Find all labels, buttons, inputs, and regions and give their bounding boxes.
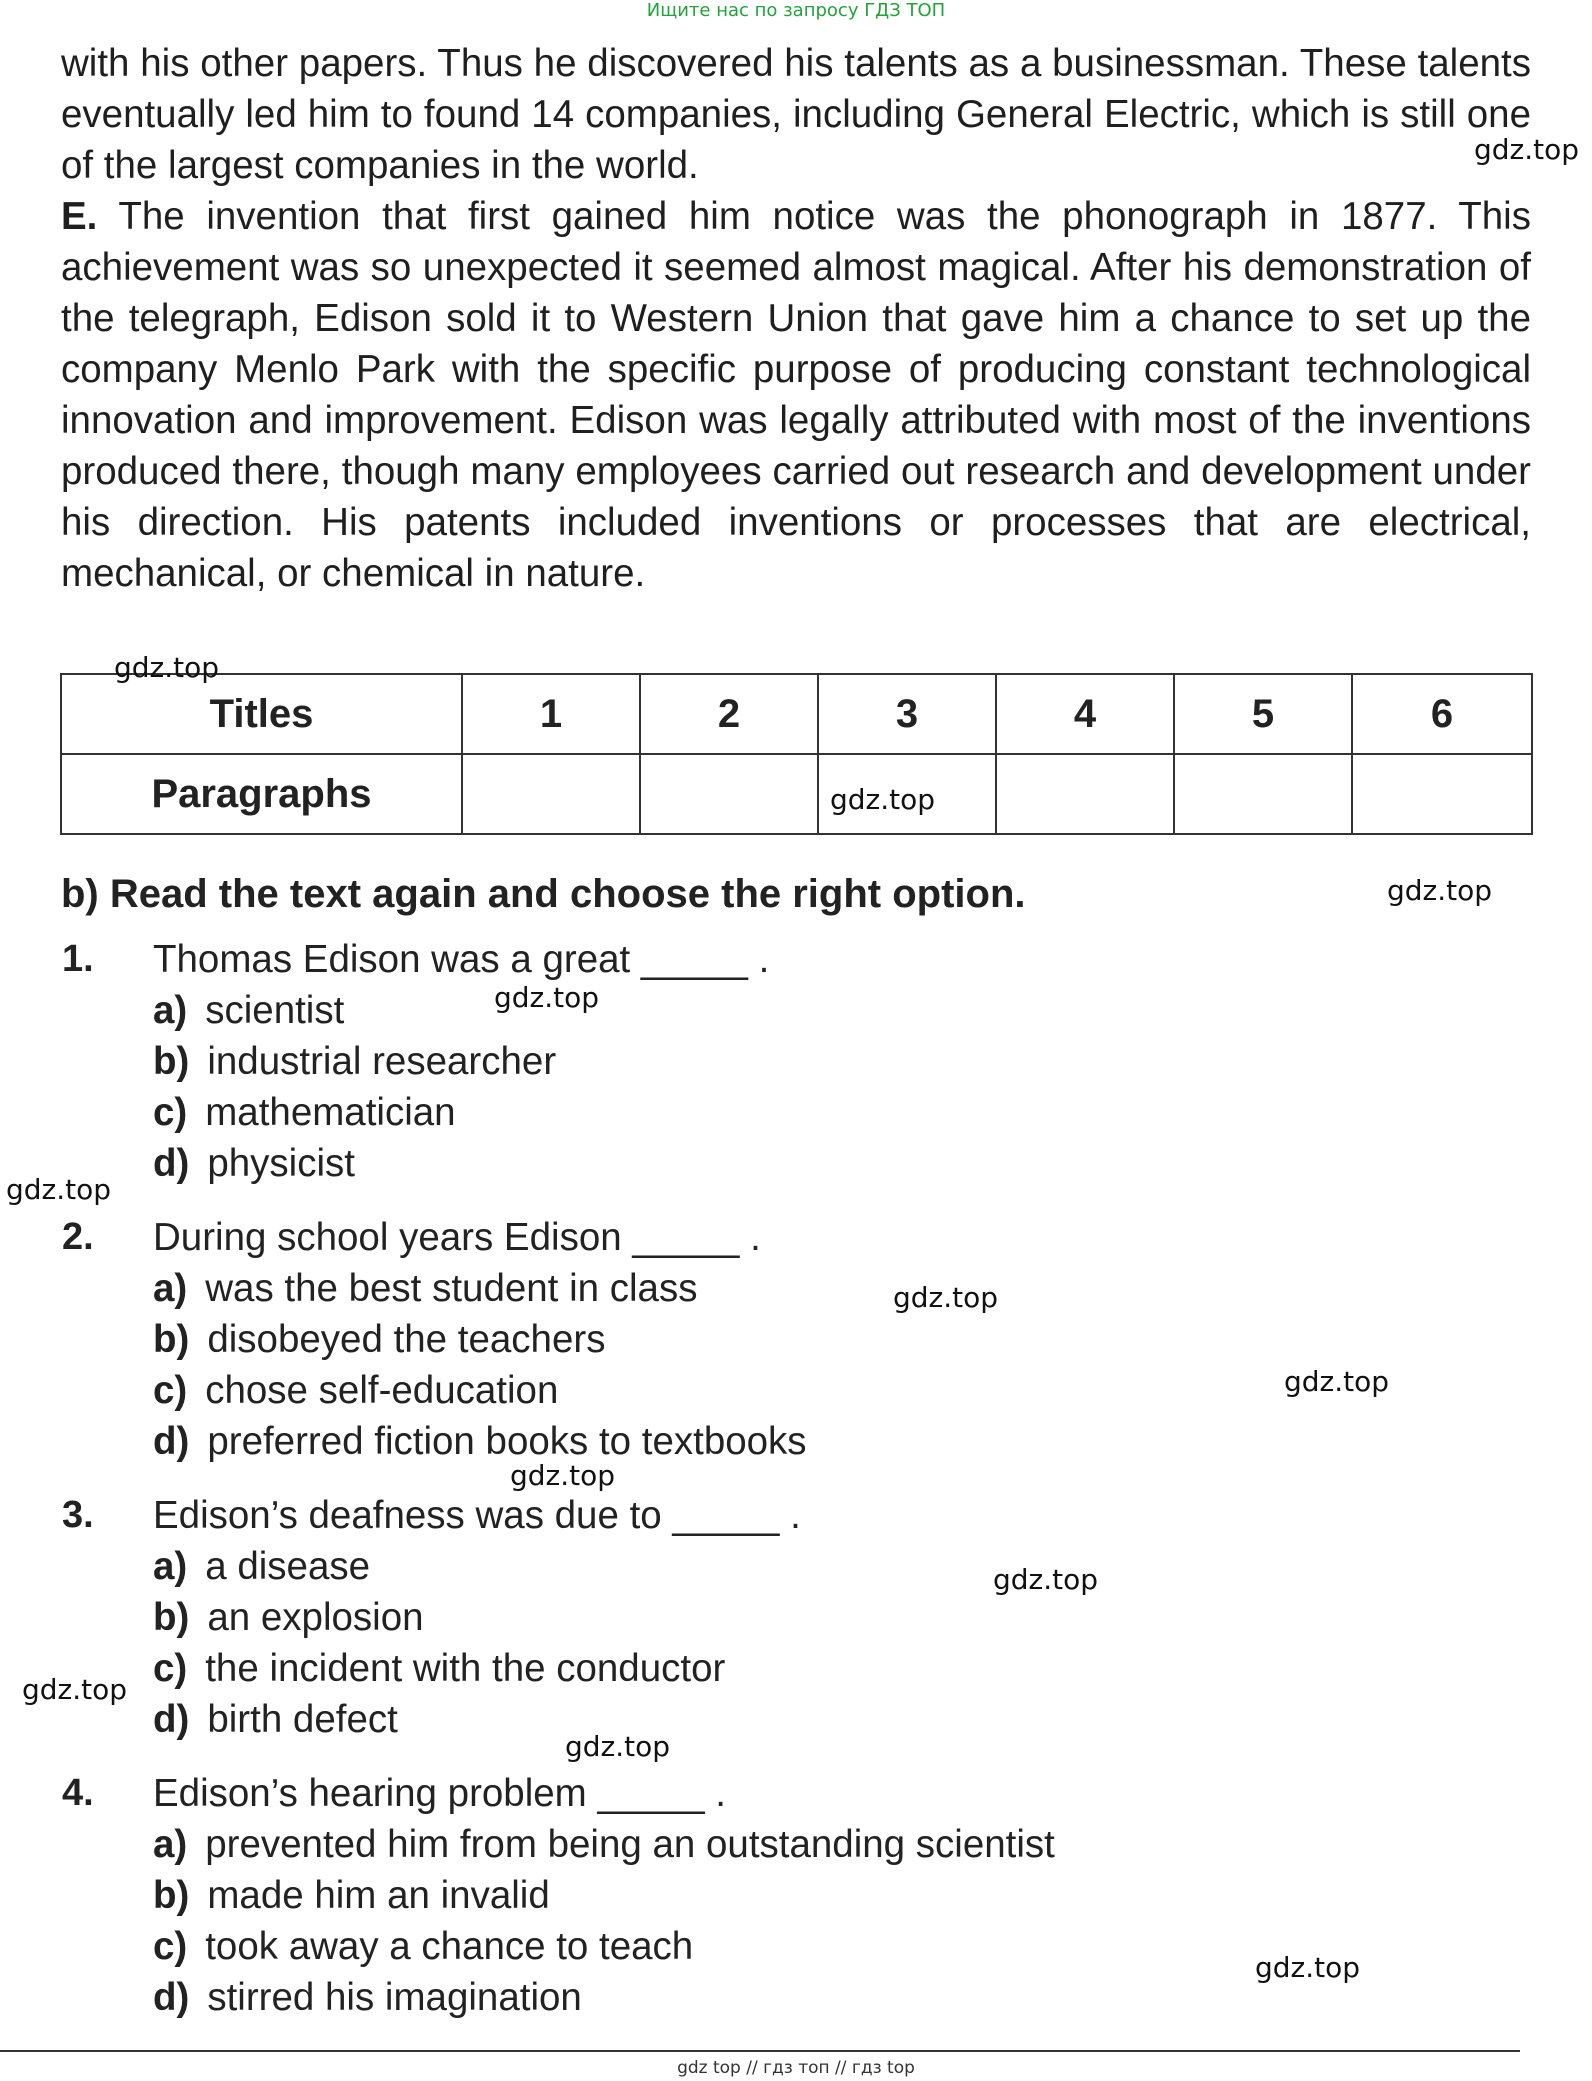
question-3-option-a[interactable]: a) a disease <box>153 1545 371 1588</box>
watermark: gdz.top <box>893 1281 999 1314</box>
question-1-option-a[interactable]: a) scientist <box>153 989 345 1032</box>
top-banner: Ищите нас по запросу ГДЗ ТОП <box>646 0 946 21</box>
watermark: gdz.top <box>993 1563 1099 1596</box>
watermark: gdz.top <box>494 981 600 1014</box>
question-4-option-c[interactable]: c) took away a chance to teach <box>153 1925 694 1968</box>
question-4-option-d[interactable]: d) stirred his imagination <box>153 1976 582 2019</box>
paragraph-d-end: with his other papers. Thus he discovered his talents as a businessman. These talents eventually led him to found 14 companies, including General Electric, which is still one of the largest companies in the world. <box>61 42 1531 187</box>
question-1-text: Thomas Edison was a great _____ . <box>153 938 770 981</box>
question-2-option-d[interactable]: d) preferred fiction books to textbooks <box>153 1420 807 1463</box>
paragraph-e-letter: E. <box>61 195 98 238</box>
question-3-text: Edison’s deafness was due to _____ . <box>153 1494 801 1537</box>
question-4-option-a[interactable]: a) prevented him from being an outstanding scientist <box>153 1823 1055 1866</box>
watermark: gdz.top <box>1284 1365 1390 1398</box>
watermark: gdz.top <box>1255 1951 1361 1984</box>
paragraph-e <box>61 191 1531 599</box>
question-4-text: Edison’s hearing problem _____ . <box>153 1772 726 1815</box>
title-col-5: 5 <box>1174 674 1352 754</box>
bottom-rule <box>0 2050 1520 2052</box>
question-3-option-d[interactable]: d) birth defect <box>153 1698 398 1741</box>
question-3-option-c[interactable]: c) the incident with the conductor <box>153 1647 726 1690</box>
answer-cell-6[interactable] <box>1352 754 1532 834</box>
watermark: gdz.top <box>1387 874 1493 907</box>
watermark: gdz.top <box>22 1673 128 1706</box>
watermark: gdz.top <box>1474 133 1580 166</box>
answer-cell-2[interactable] <box>640 754 818 834</box>
title-col-1: 1 <box>462 674 640 754</box>
title-col-4: 4 <box>996 674 1174 754</box>
question-2-option-c[interactable]: c) chose self-education <box>153 1369 559 1412</box>
paragraphs-row <box>61 754 1532 834</box>
question-2-text: During school years Edison _____ . <box>153 1216 761 1259</box>
watermark: gdz.top <box>565 1730 671 1763</box>
watermark: gdz.top <box>114 651 220 684</box>
title-col-2: 2 <box>640 674 818 754</box>
watermark: gdz.top <box>830 783 936 816</box>
watermark: gdz.top <box>6 1173 112 1206</box>
question-3-number: 3. <box>62 1494 94 1536</box>
answer-cell-4[interactable] <box>996 754 1174 834</box>
titles-row <box>61 674 1532 754</box>
watermark: gdz.top <box>510 1459 616 1492</box>
question-1-option-b[interactable]: b) industrial researcher <box>153 1040 557 1083</box>
question-1-number: 1. <box>62 938 94 980</box>
question-4-number: 4. <box>62 1772 94 1814</box>
paragraphs-header: Paragraphs <box>61 754 462 834</box>
question-2-option-a[interactable]: a) was the best student in class <box>153 1267 698 1310</box>
titles-header: Titles <box>61 674 462 754</box>
reading-text <box>61 38 1531 599</box>
question-4-option-b[interactable]: b) made him an invalid <box>153 1874 550 1917</box>
footer-text: gdz top // гдз топ // гдз top <box>677 2058 915 2078</box>
answer-cell-1[interactable] <box>462 754 640 834</box>
paragraph-e-text: The invention that first gained him notice was the phonograph in 1877. This achievement was so unexpected it seemed almost magical. After his demonstration of the telegraph, Edison sold it to Western Union that gave him a chance to set up the company Menlo Park with the specific purpose of producing constant technological innovation and improvement. Edison was legally attributed with most of the inventions produced there, though many employees carried out research and development under his direction. His patents included inventions or processes that are electrical, mechanical, or chemical in nature. <box>61 195 1531 595</box>
answer-cell-5[interactable] <box>1174 754 1352 834</box>
question-2-number: 2. <box>62 1216 94 1258</box>
matching-table <box>60 673 1533 835</box>
title-col-6: 6 <box>1352 674 1532 754</box>
question-3-option-b[interactable]: b) an explosion <box>153 1596 424 1639</box>
task-b-heading: b) Read the text again and choose the right option. <box>61 872 1026 916</box>
question-2-option-b[interactable]: b) disobeyed the teachers <box>153 1318 606 1361</box>
title-col-3: 3 <box>818 674 996 754</box>
question-1-option-d[interactable]: d) physicist <box>153 1142 355 1185</box>
question-1-option-c[interactable]: c) mathematician <box>153 1091 456 1134</box>
